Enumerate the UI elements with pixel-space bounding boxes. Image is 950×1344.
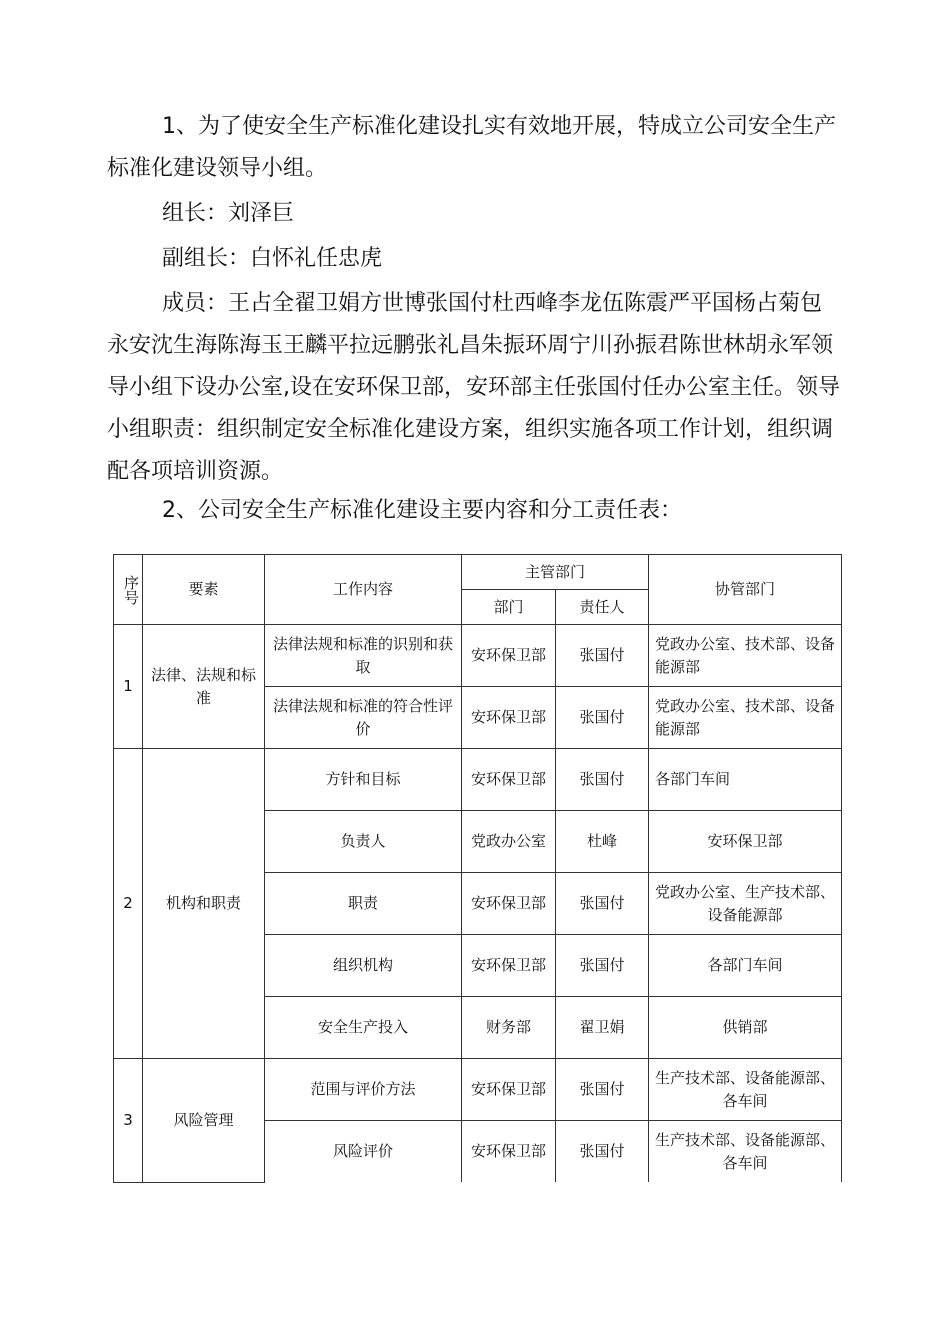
cell-person: 张国付	[556, 625, 649, 687]
cell-assist: 各部门车间	[649, 935, 842, 997]
cell-element: 机构和职责	[143, 749, 265, 1059]
deputy-leader-line: 副组长：白怀礼任忠虎	[162, 246, 383, 271]
cell-dept: 党政办公室	[462, 811, 556, 873]
header-dept: 部门	[462, 590, 556, 625]
header-work: 工作内容	[265, 555, 462, 625]
cell-assist: 党政办公室、技术部、设备能源部	[649, 625, 842, 687]
header-lead-dept: 主管部门	[462, 555, 649, 590]
cell-dept: 安环保卫部	[462, 873, 556, 935]
cell-seq: 3	[114, 1059, 143, 1183]
table-row	[114, 625, 842, 687]
cell-person: 张国付	[556, 1059, 649, 1121]
table-intro-paragraph: 2、公司安全生产标准化建设主要内容和分工责任表：	[162, 498, 682, 523]
cell-dept: 安环保卫部	[462, 935, 556, 997]
table-row	[114, 749, 842, 811]
cell-dept: 安环保卫部	[462, 1059, 556, 1121]
cell-person: 翟卫娟	[556, 997, 649, 1059]
cell-dept: 财务部	[462, 997, 556, 1059]
cell-work: 负责人	[265, 811, 462, 873]
cell-dept: 安环保卫部	[462, 749, 556, 811]
cell-assist: 供销部	[649, 997, 842, 1059]
cell-seq: 2	[114, 749, 143, 1059]
cell-assist: 生产技术部、设备能源部、各车间	[649, 1121, 842, 1183]
cell-dept: 安环保卫部	[462, 625, 556, 687]
cell-assist: 安环保卫部	[649, 811, 842, 873]
cell-person: 杜峰	[556, 811, 649, 873]
cell-person: 张国付	[556, 1121, 649, 1183]
cell-element: 法律、法规和标准	[143, 625, 265, 749]
cell-person: 张国付	[556, 935, 649, 997]
cell-assist: 各部门车间	[649, 749, 842, 811]
cell-work: 风险评价	[265, 1121, 462, 1183]
responsibility-table	[113, 554, 842, 1183]
cell-work: 组织机构	[265, 935, 462, 997]
cell-dept: 安环保卫部	[462, 1121, 556, 1183]
cell-person: 张国付	[556, 873, 649, 935]
cell-work: 职责	[265, 873, 462, 935]
header-element: 要素	[143, 555, 265, 625]
cell-work: 方针和目标	[265, 749, 462, 811]
cell-work: 范围与评价方法	[265, 1059, 462, 1121]
group-leader-line: 组长：刘泽巨	[162, 201, 295, 226]
table-row	[114, 1059, 842, 1121]
cell-assist: 生产技术部、设备能源部、各车间	[649, 1059, 842, 1121]
cell-element: 风险管理	[143, 1059, 265, 1183]
paragraph-intro: 1、为了使安全生产标准化建设扎实有效地开展，特成立公司安全生产标准化建设领导小组。	[107, 114, 836, 181]
cell-person: 张国付	[556, 687, 649, 749]
cell-assist: 党政办公室、技术部、设备能源部	[649, 687, 842, 749]
cell-dept: 安环保卫部	[462, 687, 556, 749]
cell-assist: 党政办公室、生产技术部、设备能源部	[649, 873, 842, 935]
cell-work: 法律法规和标准的符合性评价	[265, 687, 462, 749]
members-paragraph: 成员：王占全翟卫娟方世博张国付杜西峰李龙伍陈震严平国杨占菊包永安沈生海陈海玉王麟平拉远鹏张礼昌朱振环周宁川孙振君陈世林胡永军领导小组下设办公室,设在安环保卫部，安环部主任张国付任办公室主任。领导小组职责：组织制定安全标准化建设方案，组织实施各项工作计划，组织调配各项培训资源。	[107, 291, 840, 484]
header-person: 责任人	[556, 590, 649, 625]
cell-person: 张国付	[556, 749, 649, 811]
cell-work: 法律法规和标准的识别和获取	[265, 625, 462, 687]
header-assist-dept: 协管部门	[649, 555, 842, 625]
cell-seq: 1	[114, 625, 143, 749]
cell-work: 安全生产投入	[265, 997, 462, 1059]
header-seq: 序号	[114, 555, 143, 625]
